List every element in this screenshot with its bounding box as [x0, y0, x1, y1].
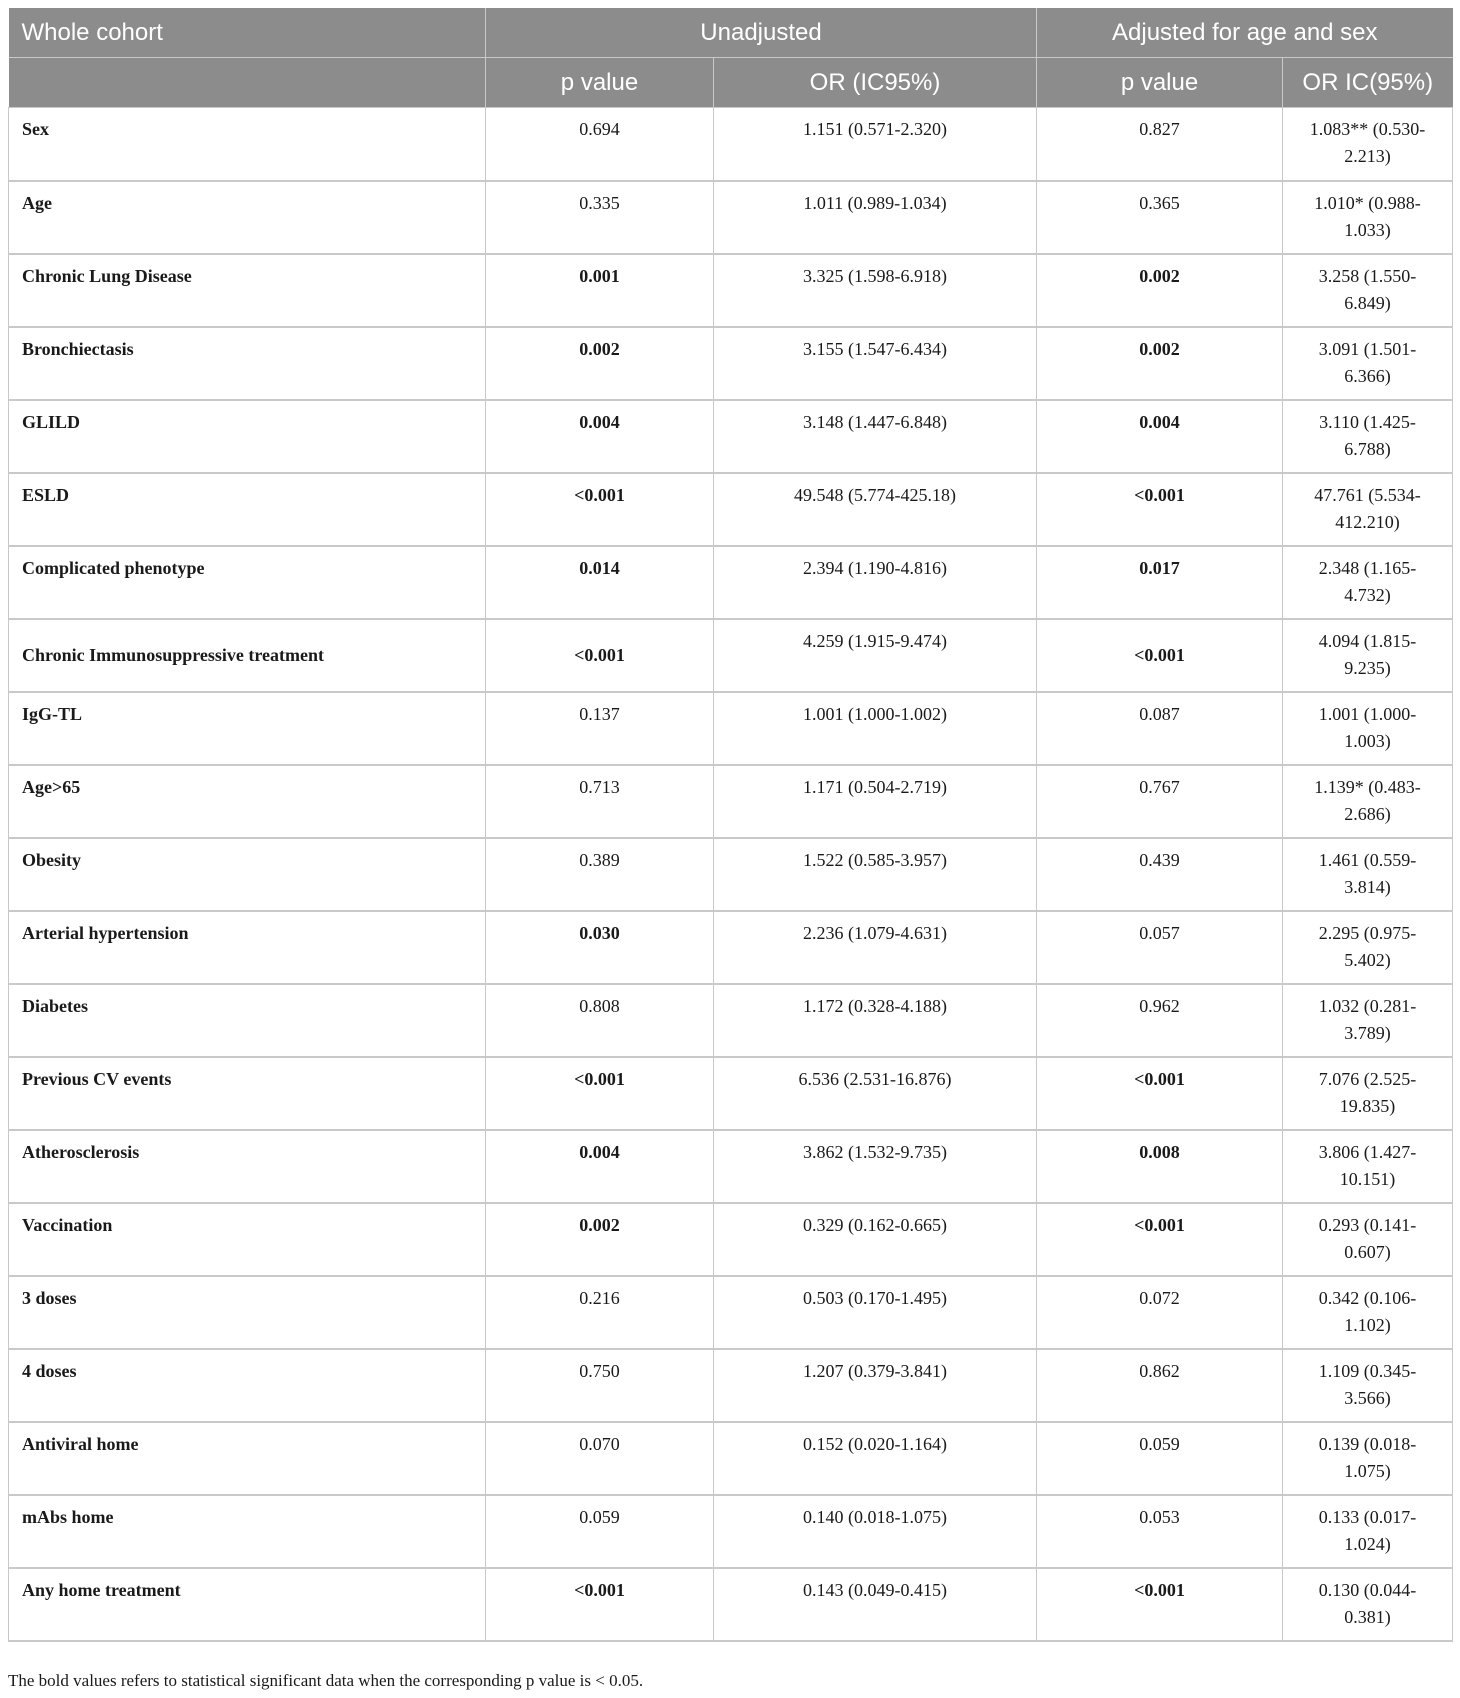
p-value-unadjusted: <0.001	[486, 1057, 714, 1130]
table-row	[9, 1203, 1453, 1276]
table-row	[9, 1057, 1453, 1130]
row-label: Age	[9, 181, 486, 254]
row-label: mAbs home	[9, 1495, 486, 1568]
row-label: Complicated phenotype	[9, 546, 486, 619]
table-footnote: The bold values refers to statistical significant data when the corresponding p value is < 0.05.	[8, 1671, 644, 1690]
p-value-unadjusted: 0.808	[486, 984, 714, 1057]
or-unadjusted: 1.151 (0.571-2.320)	[714, 108, 1037, 181]
or-adjusted: 1.010* (0.988-1.033)	[1283, 181, 1453, 254]
table-row	[9, 473, 1453, 546]
or-adjusted: 1.109 (0.345-3.566)	[1283, 1349, 1453, 1422]
p-value-adjusted: 0.072	[1037, 1276, 1283, 1349]
or-adjusted: 2.295 (0.975-5.402)	[1283, 911, 1453, 984]
p-value-adjusted: 0.004	[1037, 400, 1283, 473]
or-adjusted: 0.139 (0.018-1.075)	[1283, 1422, 1453, 1495]
p-value-adjusted: 0.002	[1037, 327, 1283, 400]
p-value-adjusted: 0.962	[1037, 984, 1283, 1057]
row-label: Diabetes	[9, 984, 486, 1057]
p-value-adjusted: <0.001	[1037, 1057, 1283, 1130]
table-row	[9, 1495, 1453, 1568]
or-adjusted: 1.001 (1.000-1.003)	[1283, 692, 1453, 765]
p-value-adjusted: 0.827	[1037, 108, 1283, 181]
p-value-unadjusted: 0.001	[486, 254, 714, 327]
row-label: ESLD	[9, 473, 486, 546]
or-unadjusted: 0.329 (0.162-0.665)	[714, 1203, 1037, 1276]
p-value-unadjusted: <0.001	[486, 619, 714, 692]
p-value-adjusted: <0.001	[1037, 1568, 1283, 1641]
or-unadjusted: 49.548 (5.774-425.18)	[714, 473, 1037, 546]
p-value-adjusted: 0.053	[1037, 1495, 1283, 1568]
or-adjusted: 47.761 (5.534-412.210)	[1283, 473, 1453, 546]
row-label: 4 doses	[9, 1349, 486, 1422]
row-label: Chronic Immunosuppressive treatment	[9, 619, 486, 692]
or-unadjusted: 1.011 (0.989-1.034)	[714, 181, 1037, 254]
p-value-adjusted: 0.365	[1037, 181, 1283, 254]
row-label: GLILD	[9, 400, 486, 473]
table-row	[9, 108, 1453, 181]
p-value-unadjusted: 0.137	[486, 692, 714, 765]
or-adjusted: 0.133 (0.017-1.024)	[1283, 1495, 1453, 1568]
or-adjusted: 0.293 (0.141-0.607)	[1283, 1203, 1453, 1276]
header-or-adjusted: OR IC(95%)	[1283, 58, 1453, 108]
or-unadjusted: 3.148 (1.447-6.848)	[714, 400, 1037, 473]
or-adjusted: 3.091 (1.501-6.366)	[1283, 327, 1453, 400]
table-row	[9, 327, 1453, 400]
table-row	[9, 254, 1453, 327]
or-unadjusted: 0.503 (0.170-1.495)	[714, 1276, 1037, 1349]
table-row	[9, 546, 1453, 619]
table-row	[9, 400, 1453, 473]
p-value-unadjusted: 0.070	[486, 1422, 714, 1495]
row-label: Any home treatment	[9, 1568, 486, 1641]
or-unadjusted: 0.140 (0.018-1.075)	[714, 1495, 1037, 1568]
or-unadjusted: 1.172 (0.328-4.188)	[714, 984, 1037, 1057]
header-whole-cohort: Whole cohort	[9, 8, 486, 58]
table-row	[9, 619, 1453, 692]
or-adjusted: 1.032 (0.281-3.789)	[1283, 984, 1453, 1057]
header-empty	[9, 58, 486, 108]
or-unadjusted: 2.236 (1.079-4.631)	[714, 911, 1037, 984]
table-row	[9, 1130, 1453, 1203]
or-unadjusted: 1.171 (0.504-2.719)	[714, 765, 1037, 838]
row-label: Arterial hypertension	[9, 911, 486, 984]
table-row	[9, 765, 1453, 838]
header-p-unadjusted: p value	[486, 58, 714, 108]
p-value-adjusted: 0.008	[1037, 1130, 1283, 1203]
p-value-adjusted: 0.862	[1037, 1349, 1283, 1422]
or-adjusted: 4.094 (1.815-9.235)	[1283, 619, 1453, 692]
or-adjusted: 2.348 (1.165-4.732)	[1283, 546, 1453, 619]
p-value-adjusted: 0.087	[1037, 692, 1283, 765]
row-label: IgG-TL	[9, 692, 486, 765]
table-row	[9, 1349, 1453, 1422]
row-label: Sex	[9, 108, 486, 181]
table-row	[9, 1568, 1453, 1641]
row-label: Atherosclerosis	[9, 1130, 486, 1203]
p-value-adjusted: 0.002	[1037, 254, 1283, 327]
or-adjusted: 1.139* (0.483-2.686)	[1283, 765, 1453, 838]
p-value-adjusted: 0.017	[1037, 546, 1283, 619]
p-value-unadjusted: 0.216	[486, 1276, 714, 1349]
or-adjusted: 3.110 (1.425-6.788)	[1283, 400, 1453, 473]
p-value-unadjusted: <0.001	[486, 1568, 714, 1641]
p-value-adjusted: 0.767	[1037, 765, 1283, 838]
p-value-unadjusted: 0.004	[486, 1130, 714, 1203]
table-row	[9, 1276, 1453, 1349]
or-unadjusted: 3.155 (1.547-6.434)	[714, 327, 1037, 400]
p-value-unadjusted: 0.002	[486, 1203, 714, 1276]
table-row	[9, 838, 1453, 911]
row-label: Age>65	[9, 765, 486, 838]
row-label: Vaccination	[9, 1203, 486, 1276]
table-row	[9, 692, 1453, 765]
row-label: Previous CV events	[9, 1057, 486, 1130]
or-adjusted: 3.806 (1.427-10.151)	[1283, 1130, 1453, 1203]
p-value-adjusted: <0.001	[1037, 1203, 1283, 1276]
p-value-unadjusted: 0.713	[486, 765, 714, 838]
header-or-unadjusted: OR (IC95%)	[714, 58, 1037, 108]
or-adjusted: 1.461 (0.559-3.814)	[1283, 838, 1453, 911]
p-value-adjusted: 0.439	[1037, 838, 1283, 911]
p-value-adjusted: <0.001	[1037, 619, 1283, 692]
table-container	[8, 8, 1452, 1642]
p-value-unadjusted: 0.335	[486, 181, 714, 254]
p-value-unadjusted: 0.750	[486, 1349, 714, 1422]
row-label: Antiviral home	[9, 1422, 486, 1495]
or-unadjusted: 3.325 (1.598-6.918)	[714, 254, 1037, 327]
p-value-unadjusted: 0.694	[486, 108, 714, 181]
or-unadjusted: 1.522 (0.585-3.957)	[714, 838, 1037, 911]
row-label: Obesity	[9, 838, 486, 911]
or-unadjusted: 3.862 (1.532-9.735)	[714, 1130, 1037, 1203]
or-unadjusted: 1.207 (0.379-3.841)	[714, 1349, 1037, 1422]
header-p-adjusted: p value	[1037, 58, 1283, 108]
p-value-unadjusted: 0.030	[486, 911, 714, 984]
header-unadjusted: Unadjusted	[486, 8, 1037, 58]
header-adjusted: Adjusted for age and sex	[1037, 8, 1453, 58]
p-value-unadjusted: 0.004	[486, 400, 714, 473]
or-adjusted: 3.258 (1.550-6.849)	[1283, 254, 1453, 327]
table-row	[9, 181, 1453, 254]
p-value-unadjusted: 0.059	[486, 1495, 714, 1568]
header-row-groups	[9, 8, 1453, 58]
p-value-unadjusted: 0.389	[486, 838, 714, 911]
row-label: 3 doses	[9, 1276, 486, 1349]
or-unadjusted: 2.394 (1.190-4.816)	[714, 546, 1037, 619]
or-adjusted: 7.076 (2.525-19.835)	[1283, 1057, 1453, 1130]
row-label: Bronchiectasis	[9, 327, 486, 400]
table-row	[9, 1422, 1453, 1495]
p-value-adjusted: <0.001	[1037, 473, 1283, 546]
p-value-unadjusted: 0.014	[486, 546, 714, 619]
or-adjusted: 1.083** (0.530-2.213)	[1283, 108, 1453, 181]
table-row	[9, 984, 1453, 1057]
header-row-sub	[9, 58, 1453, 108]
or-unadjusted: 0.152 (0.020-1.164)	[714, 1422, 1037, 1495]
p-value-unadjusted: <0.001	[486, 473, 714, 546]
or-unadjusted: 4.259 (1.915-9.474)	[714, 619, 1037, 692]
table-row	[9, 911, 1453, 984]
or-unadjusted: 1.001 (1.000-1.002)	[714, 692, 1037, 765]
p-value-unadjusted: 0.002	[486, 327, 714, 400]
or-adjusted: 0.130 (0.044-0.381)	[1283, 1568, 1453, 1641]
odds-ratio-table	[8, 8, 1453, 1642]
table-body	[9, 108, 1453, 1641]
row-label: Chronic Lung Disease	[9, 254, 486, 327]
or-unadjusted: 6.536 (2.531-16.876)	[714, 1057, 1037, 1130]
or-unadjusted: 0.143 (0.049-0.415)	[714, 1568, 1037, 1641]
or-adjusted: 0.342 (0.106-1.102)	[1283, 1276, 1453, 1349]
p-value-adjusted: 0.057	[1037, 911, 1283, 984]
p-value-adjusted: 0.059	[1037, 1422, 1283, 1495]
